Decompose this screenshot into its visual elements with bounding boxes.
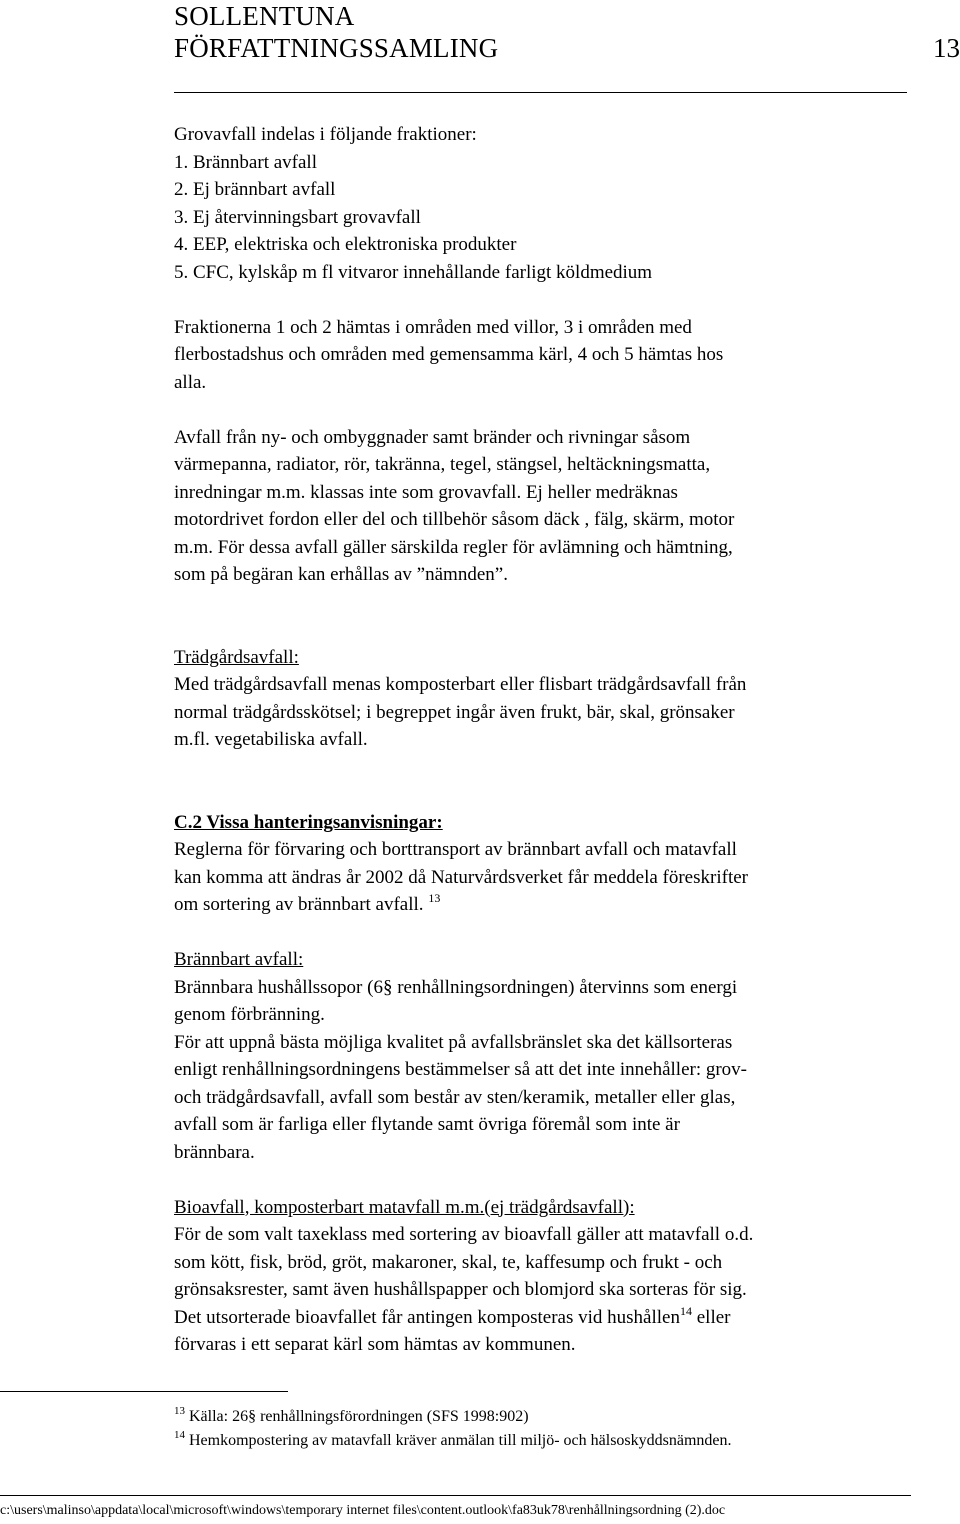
- combustible-line: brännbara.: [174, 1141, 255, 1163]
- building-paragraph-line: värmepanna, radiator, rör, takränna, tegel, stängsel, heltäckningsmatta,: [174, 454, 711, 475]
- footnote-separator: [0, 1391, 288, 1392]
- c2-line: om sortering av brännbart avfall.: [174, 894, 424, 915]
- garden-line: m.fl. vegetabiliska avfall.: [174, 729, 368, 750]
- combustible-line: och trädgårdsavfall, avfall som består av sten/keramik, metaller eller glas,: [174, 1086, 736, 1108]
- bio-line-with-footnote: [174, 1304, 909, 1332]
- section-c2-heading: C.2 Vissa hanteringsanvisningar:: [174, 811, 443, 833]
- building-paragraph-line: m.m. För dessa avfall gäller särskilda regler för avlämning och hämtning,: [174, 536, 733, 558]
- footnote-text: Källa: 26§ renhållningsförordningen (SFS 1998:902): [185, 1408, 529, 1425]
- header-title-line2: FÖRFATTNINGSSAMLING: [174, 33, 499, 63]
- building-paragraph-line: som på begäran kan erhållas av ”nämnden”.: [174, 564, 508, 585]
- fraction-item: 3. Ej återvinningsbart grovavfall: [174, 206, 421, 228]
- garden-line: normal trädgårdsskötsel; i begreppet ingår även frukt, bär, skal, grönsaker: [174, 701, 735, 723]
- file-path: c:\users\malinso\appdata\local\microsoft\windows\temporary internet files\content.outlook\fa83uk78\renhållningsordning (2).doc: [0, 1503, 726, 1518]
- footnote-ref-13[interactable]: 13: [428, 891, 441, 905]
- building-paragraph-line: motordrivet fordon eller del och tillbehör såsom däck , fälg, skärm, motor: [174, 509, 735, 530]
- bio-line: För de som valt taxeklass med sortering av bioavfall gäller att matavfall o.d.: [174, 1224, 754, 1245]
- combustible-line: avfall som är farliga eller flytande samt övriga föremål som inte är: [174, 1114, 680, 1135]
- c2-line: kan komma att ändras år 2002 då Naturvårdsverket får meddela föreskrifter: [174, 866, 748, 888]
- fractions-paragraph-line: flerbostadshus och områden med gemensamma kärl, 4 och 5 hämtas hos: [174, 344, 724, 365]
- footnote-14: [174, 1429, 934, 1453]
- garden-line: Med trädgårdsavfall menas komposterbart eller flisbart trädgårdsavfall från: [174, 674, 747, 695]
- footnote-13: [174, 1405, 934, 1429]
- page-number: 13: [933, 33, 960, 63]
- footer-rule: [0, 1495, 911, 1496]
- header-title-line1: SOLLENTUNA: [174, 1, 355, 31]
- document-body: [174, 121, 909, 1359]
- page-header: [174, 0, 960, 92]
- bio-line: förvaras i ett separat kärl som hämtas av kommunen.: [174, 1334, 576, 1355]
- c2-line-with-footnote: [174, 891, 909, 919]
- footnote-ref-14[interactable]: 14: [679, 1303, 692, 1318]
- combustible-line: För att uppnå bästa möjliga kvalitet på avfallsbränslet ska det källsorteras: [174, 1031, 733, 1053]
- garden-heading: Trädgårdsavfall:: [174, 646, 299, 668]
- fractions-paragraph-line: alla.: [174, 371, 207, 393]
- bio-line-end: eller: [691, 1306, 731, 1328]
- combustible-heading: Brännbart avfall:: [174, 949, 304, 970]
- fraction-item: 4. EEP, elektriska och elektroniska produkter: [174, 234, 517, 255]
- bio-line: grönsaksrester, samt även hushållspapper och blomjord ska sorteras för sig.: [174, 1279, 747, 1300]
- footnote-text: Hemkompostering av matavfall kräver anmälan till miljö- och hälsoskyddsnämnden.: [185, 1432, 732, 1449]
- fractions-paragraph-line: Fraktionerna 1 och 2 hämtas i områden med villor, 3 i områden med: [174, 316, 692, 338]
- fraction-item: 1. Brännbart avfall: [174, 151, 317, 173]
- footnotes: [174, 1405, 934, 1453]
- bio-heading: Bioavfall, komposterbart matavfall m.m.(ej trädgårdsavfall):: [174, 1196, 635, 1218]
- bio-line: som kött, fisk, bröd, gröt, makaroner, skal, te, kaffesump och frukt - och: [174, 1251, 723, 1273]
- combustible-line: enligt renhållningsordningens bestämmelser så att det inte innehåller: grov-: [174, 1059, 748, 1080]
- fraction-item: 2. Ej brännbart avfall: [174, 179, 336, 200]
- footnote-number: 13: [174, 1405, 185, 1417]
- combustible-line: genom förbränning.: [174, 1004, 325, 1025]
- combustible-line: Brännbara hushållssopor (6§ renhållningsordningen) återvinns som energi: [174, 976, 738, 998]
- header-rule: [174, 92, 907, 93]
- fraction-item: 5. CFC, kylskåp m fl vitvaror innehållande farligt köldmedium: [174, 261, 653, 283]
- building-paragraph-line: inredningar m.m. klassas inte som grovavfall. Ej heller medräknas: [174, 481, 678, 503]
- intro-lead: Grovavfall indelas i följande fraktioner:: [174, 124, 477, 145]
- c2-line: Reglerna för förvaring och borttransport av brännbart avfall och matavfall: [174, 839, 737, 860]
- building-paragraph-line: Avfall från ny- och ombyggnader samt bränder och rivningar såsom: [174, 426, 691, 448]
- footnote-number: 14: [174, 1429, 185, 1441]
- bio-line-start: Det utsorterade bioavfallet får antingen komposteras vid hushållen: [174, 1306, 680, 1328]
